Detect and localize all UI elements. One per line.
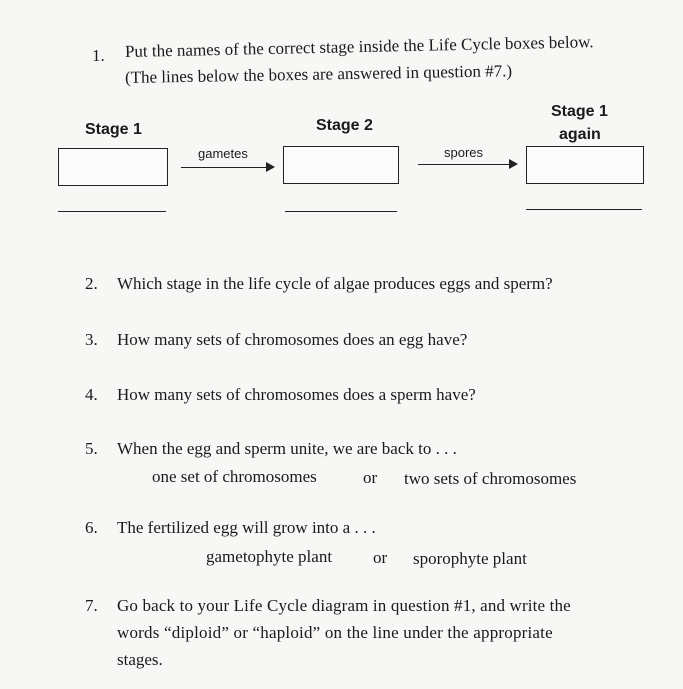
q1-number: 1. <box>92 46 105 65</box>
q5-option-one-set[interactable]: one set of chromosomes <box>152 467 317 486</box>
stage1-box[interactable] <box>58 148 168 186</box>
q5-text: When the egg and sperm unite, we are back to . . . <box>117 439 457 458</box>
arrow-label-gametes: gametes <box>198 146 248 161</box>
stage1-label: Stage 1 <box>85 121 142 138</box>
q4-text: How many sets of chromosomes does a sperm have? <box>117 385 476 404</box>
stage2-label: Stage 2 <box>316 117 373 134</box>
q2-number: 2. <box>85 274 98 293</box>
q5-option-two-sets[interactable]: two sets of chromosomes <box>404 469 577 488</box>
stage1-again-box[interactable] <box>526 146 644 184</box>
q7-text-line3: stages. <box>117 650 163 669</box>
q1-text-line2: (The lines below the boxes are answered in question #7.) <box>124 61 513 87</box>
q7-text-line2: words “diploid” or “haploid” on the line under the appropriate <box>117 623 553 642</box>
spores-arrow <box>418 164 516 165</box>
arrow-label-spores: spores <box>444 145 484 160</box>
stage1-answer-line[interactable] <box>58 211 166 212</box>
stage2-answer-line[interactable] <box>285 211 397 212</box>
q6-option-sporophyte[interactable]: sporophyte plant <box>413 549 527 568</box>
q7-number: 7. <box>85 596 98 615</box>
q1-text-line1: Put the names of the correct stage inside the Life Cycle boxes below. <box>124 32 594 61</box>
gametes-arrow <box>181 167 273 168</box>
q5-number: 5. <box>85 439 98 458</box>
stage1-again-label-line1: Stage 1 <box>551 103 608 120</box>
stage1-again-label-line2: again <box>559 126 601 143</box>
q3-number: 3. <box>85 330 98 349</box>
q6-option-gametophyte[interactable]: gametophyte plant <box>206 547 333 566</box>
stage1-again-answer-line[interactable] <box>526 209 642 210</box>
stage2-box[interactable] <box>283 146 399 184</box>
q6-text: The fertilized egg will grow into a . . . <box>117 518 376 537</box>
q6-or: or <box>373 548 388 567</box>
q7-text-line1: Go back to your Life Cycle diagram in question #1, and write the <box>117 596 571 615</box>
q6-number: 6. <box>85 518 98 537</box>
q4-number: 4. <box>85 385 98 404</box>
q3-text: How many sets of chromosomes does an egg have? <box>117 330 468 349</box>
q5-or: or <box>363 468 378 487</box>
q2-text: Which stage in the life cycle of algae produces eggs and sperm? <box>117 274 553 293</box>
